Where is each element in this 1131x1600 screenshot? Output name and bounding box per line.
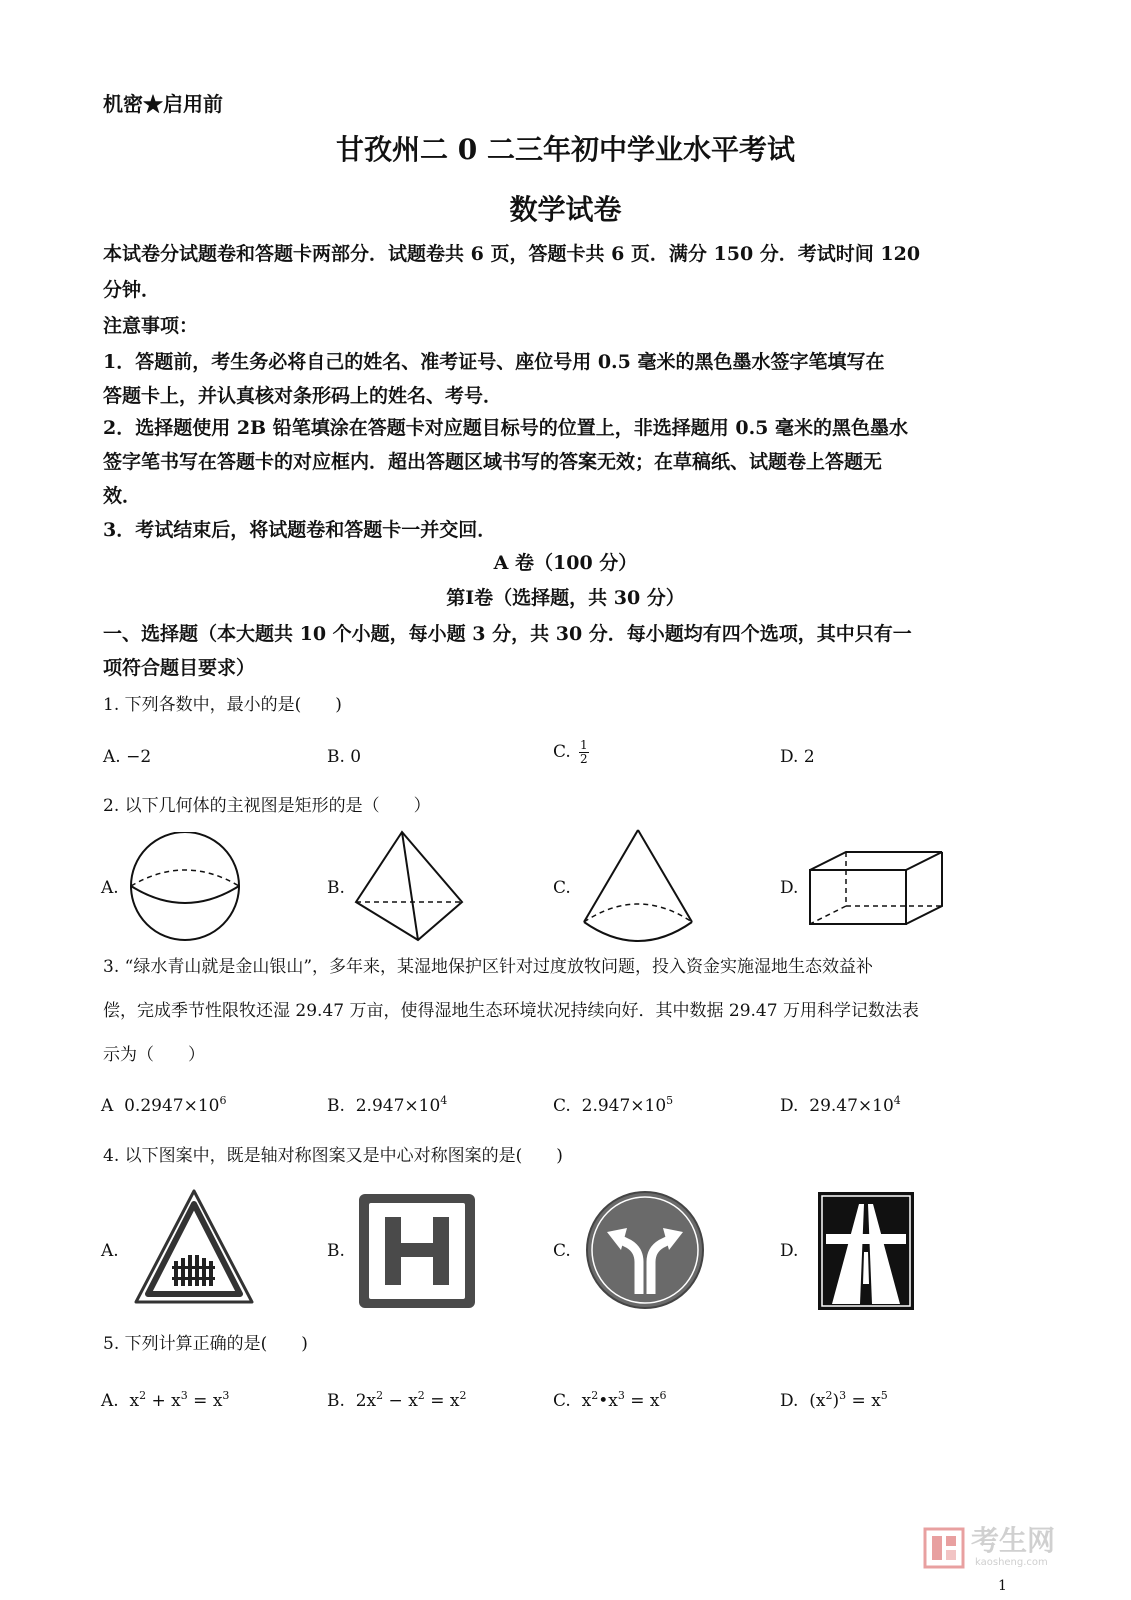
q3-option-d <box>780 1089 901 1118</box>
q5-b-exp-2: 2 <box>417 1389 425 1402</box>
part-1-title: 第Ⅰ卷（选择题，共 30 分） <box>446 587 685 609</box>
intro-line-2: 分钟． <box>103 279 161 301</box>
q5-b-base-1: x <box>366 1391 377 1411</box>
q3-option-d-label: D. <box>780 1096 799 1116</box>
q5-a-base-1: x <box>129 1391 140 1411</box>
q4-option-b: B. <box>327 1241 345 1261</box>
note-2a: 2．选择题使用 2B 铅笔填涂在答题卡对应题目标号的位置上，非选择题用 0.5 毫米的黑色墨水 <box>103 417 909 439</box>
fraction-numerator: 1 <box>579 738 588 752</box>
note-2b: 签字笔书写在答题卡的对应框内．超出答题区域书写的答案无效；在草稿纸、试题卷上答题无 <box>103 451 883 473</box>
q4-option-c: C. <box>553 1241 571 1261</box>
pyramid-figure <box>352 830 468 945</box>
q5-option-a-label: A. <box>101 1391 119 1411</box>
q5-b-exp-1: 2 <box>376 1389 384 1402</box>
q3-option-c-value: 2.947×10 <box>581 1096 667 1116</box>
q5-c-base-3: x <box>649 1391 660 1411</box>
q3-option-d-value: 29.47×10 <box>809 1096 894 1116</box>
turn-left-right-sign-icon <box>585 1190 705 1310</box>
exam-title: 甘孜州二 0 二三年初中学业水平考试 <box>336 133 795 166</box>
q5-d-open: ( <box>809 1391 816 1411</box>
q5-d-exp-3: 5 <box>880 1389 888 1402</box>
q3-line-2: 偿，完成季节性限牧还湿 29.47 万亩，使得湿地生态环境状况持续向好．其中数据 29.47 万用科学记数法表 <box>103 1001 919 1021</box>
q5-stem: 5. 下列计算正确的是( ) <box>103 1334 308 1354</box>
q5-b-eq: = <box>424 1391 450 1411</box>
section-1-title-2: 项符合题目要求） <box>103 657 256 679</box>
q5-d-base-1: x <box>815 1391 826 1411</box>
note-3: 3．考试结束后，将试题卷和答题卡一并交回． <box>103 519 497 541</box>
watermark-logo <box>923 1525 1093 1573</box>
watermark-logo-url: kaosheng.com <box>975 1557 1048 1568</box>
q5-b-coef: 2 <box>355 1391 367 1411</box>
q2-option-b: B. <box>327 878 345 898</box>
q1-option-a: A. −2 <box>103 747 152 767</box>
hospital-h-sign-icon <box>358 1193 476 1309</box>
q5-c-exp-2: 3 <box>617 1389 625 1402</box>
note-1a: 1．答题前，考生务必将自己的姓名、准考证号、座位号用 0.5 毫米的黑色墨水签字笔填写在 <box>103 351 885 373</box>
page-number: 1 <box>998 1578 1007 1594</box>
q5-a-exp-1: 2 <box>139 1389 147 1402</box>
q2-option-a: A. <box>101 878 119 898</box>
intro-line-1: 本试卷分试题卷和答题卡两部分．试题卷共 6 页，答题卡共 6 页．满分 150 分．考试时间 120 <box>103 243 921 265</box>
q5-option-d-label: D. <box>780 1391 799 1411</box>
q5-c-base-2: x <box>608 1391 618 1411</box>
q3-option-a-exponent: 6 <box>219 1094 227 1107</box>
q3-option-a <box>101 1089 226 1118</box>
q5-option-a <box>101 1384 229 1413</box>
q1-stem: 1. 下列各数中，最小的是( ) <box>103 695 342 715</box>
q5-c-eq: = <box>624 1391 650 1411</box>
q4-option-a: A. <box>101 1241 119 1261</box>
q5-option-d <box>780 1384 888 1413</box>
section-a-title: A 卷（100 分） <box>493 552 638 574</box>
q5-d-exp-1: 2 <box>825 1389 833 1402</box>
q3-option-c-label: C. <box>553 1096 571 1116</box>
q1-option-b: B. 0 <box>327 747 362 767</box>
q5-a-plus: + <box>146 1391 172 1411</box>
q5-b-minus: − <box>383 1391 409 1411</box>
q1-option-c-label: C. <box>553 742 571 762</box>
q3-option-b-exponent: 4 <box>440 1094 448 1107</box>
q4-option-d: D. <box>780 1241 799 1261</box>
fraction-half <box>579 739 589 766</box>
q2-option-d: D. <box>780 878 799 898</box>
q5-option-b-label: B. <box>327 1391 345 1411</box>
railway-warning-sign-icon <box>133 1188 255 1308</box>
q5-d-eq: = <box>846 1391 872 1411</box>
q5-b-exp-3: 2 <box>459 1389 467 1402</box>
kaosheng-logo-icon <box>923 1527 965 1569</box>
q5-c-dot: • <box>598 1391 609 1411</box>
q1-option-d: D. 2 <box>780 747 815 767</box>
notes-title: 注意事项： <box>103 315 199 337</box>
motorway-sign-icon <box>818 1192 914 1310</box>
q5-option-c-label: C. <box>553 1391 571 1411</box>
q3-option-a-value: 0.2947×10 <box>124 1096 220 1116</box>
cuboid-figure <box>806 848 946 928</box>
q3-line-1: 3. “绿水青山就是金山银山”，多年来，某湿地保护区针对过度放牧问题，投入资金实施湿地生态效益补 <box>103 957 874 977</box>
q3-option-b <box>327 1089 447 1118</box>
q5-a-exp-3: 3 <box>222 1389 230 1402</box>
q5-option-c <box>553 1384 667 1413</box>
q4-stem: 4. 以下图案中，既是轴对称图案又是中心对称图案的是( ) <box>103 1146 563 1166</box>
q3-option-b-label: B. <box>327 1096 345 1116</box>
q5-a-eq: = <box>187 1391 213 1411</box>
q5-a-base-3: x <box>212 1391 223 1411</box>
secret-label: 机密★启用前 <box>103 92 223 116</box>
q1-option-c <box>553 739 589 766</box>
q3-option-c-exponent: 5 <box>666 1094 674 1107</box>
fraction-denominator: 2 <box>579 752 588 766</box>
exam-subtitle: 数学试卷 <box>509 193 622 226</box>
note-2c: 效． <box>103 485 142 507</box>
note-1b: 答题卡上，并认真核对条形码上的姓名、考号． <box>103 385 503 407</box>
q5-option-b <box>327 1384 466 1413</box>
q3-option-a-label: A <box>101 1096 114 1116</box>
q5-a-exp-2: 3 <box>180 1389 188 1402</box>
q3-option-b-value: 2.947×10 <box>355 1096 441 1116</box>
q2-stem: 2. 以下几何体的主视图是矩形的是（ ） <box>103 796 431 816</box>
q5-c-base-1: x <box>581 1391 592 1411</box>
q5-b-base-3: x <box>449 1391 460 1411</box>
q5-c-exp-1: 2 <box>591 1389 599 1402</box>
q2-option-c: C. <box>553 878 571 898</box>
q5-d-base-2: x <box>871 1391 881 1411</box>
q3-option-c <box>553 1089 673 1118</box>
q5-d-exp-2: 3 <box>839 1389 847 1402</box>
q5-c-exp-3: 6 <box>659 1389 667 1402</box>
q5-d-close: ) <box>832 1391 840 1411</box>
watermark-logo-text: 考生网 <box>971 1524 1056 1557</box>
section-1-title: 一、选择题（本大题共 10 个小题，每小题 3 分，共 30 分．每小题均有四个选项，其中只有一 <box>103 623 912 645</box>
q3-option-d-exponent: 4 <box>893 1094 901 1107</box>
q3-line-3: 示为（ ） <box>103 1045 205 1065</box>
q5-b-base-2: x <box>408 1391 418 1411</box>
q5-a-base-2: x <box>171 1391 181 1411</box>
sphere-figure <box>125 832 245 942</box>
cone-figure <box>578 828 698 946</box>
